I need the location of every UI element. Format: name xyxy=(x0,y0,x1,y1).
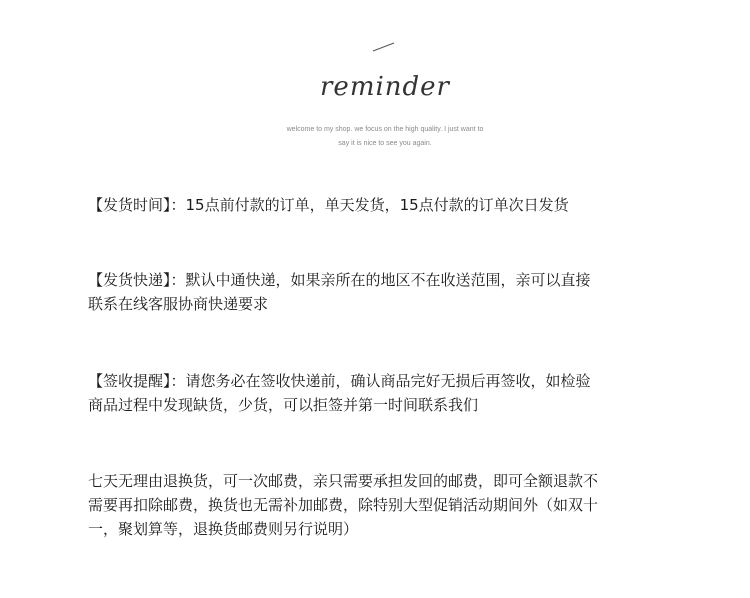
notice-line: 【签收提醒】：请您务必在签收快递前，确认商品完好无损后再签收，如检验 xyxy=(88,372,591,390)
reminder-title: reminder xyxy=(320,72,450,102)
notice-return-policy xyxy=(88,469,688,541)
notice-line: 一，聚划算等，退换货邮费则另行说明） xyxy=(88,520,359,538)
welcome-subtitle-line-2: say it is nice to see you again. xyxy=(338,140,432,147)
welcome-subtitle-line-1: welcome to my shop. we focus on the high quality. I just want to xyxy=(286,126,484,133)
notice-line: 联系在线客服协商快递要求 xyxy=(88,295,269,313)
decorative-stroke-icon xyxy=(372,40,396,54)
notice-line: 商品过程中发现缺货，少货，可以拒签并第一时间联系我们 xyxy=(88,396,479,414)
notice-line: 需要再扣除邮费，换货也无需补加邮费，除特别大型促销活动期间外（如双十 xyxy=(88,496,599,514)
notice-line: 【发货时间】：15点前付款的订单，单天发货，15点付款的订单次日发货 xyxy=(88,196,569,214)
reminder-header xyxy=(0,0,750,160)
notice-line: 七天无理由退换货，可一次邮费，亲只需要承担发回的邮费，即可全额退款不 xyxy=(88,472,599,490)
notice-line: 【发货快递】：默认中通快递，如果亲所在的地区不在收送范围，亲可以直接 xyxy=(88,271,591,289)
notice-receipt-reminder xyxy=(88,369,688,417)
notice-shipping-courier xyxy=(88,268,688,316)
notice-shipping-time xyxy=(88,193,688,217)
